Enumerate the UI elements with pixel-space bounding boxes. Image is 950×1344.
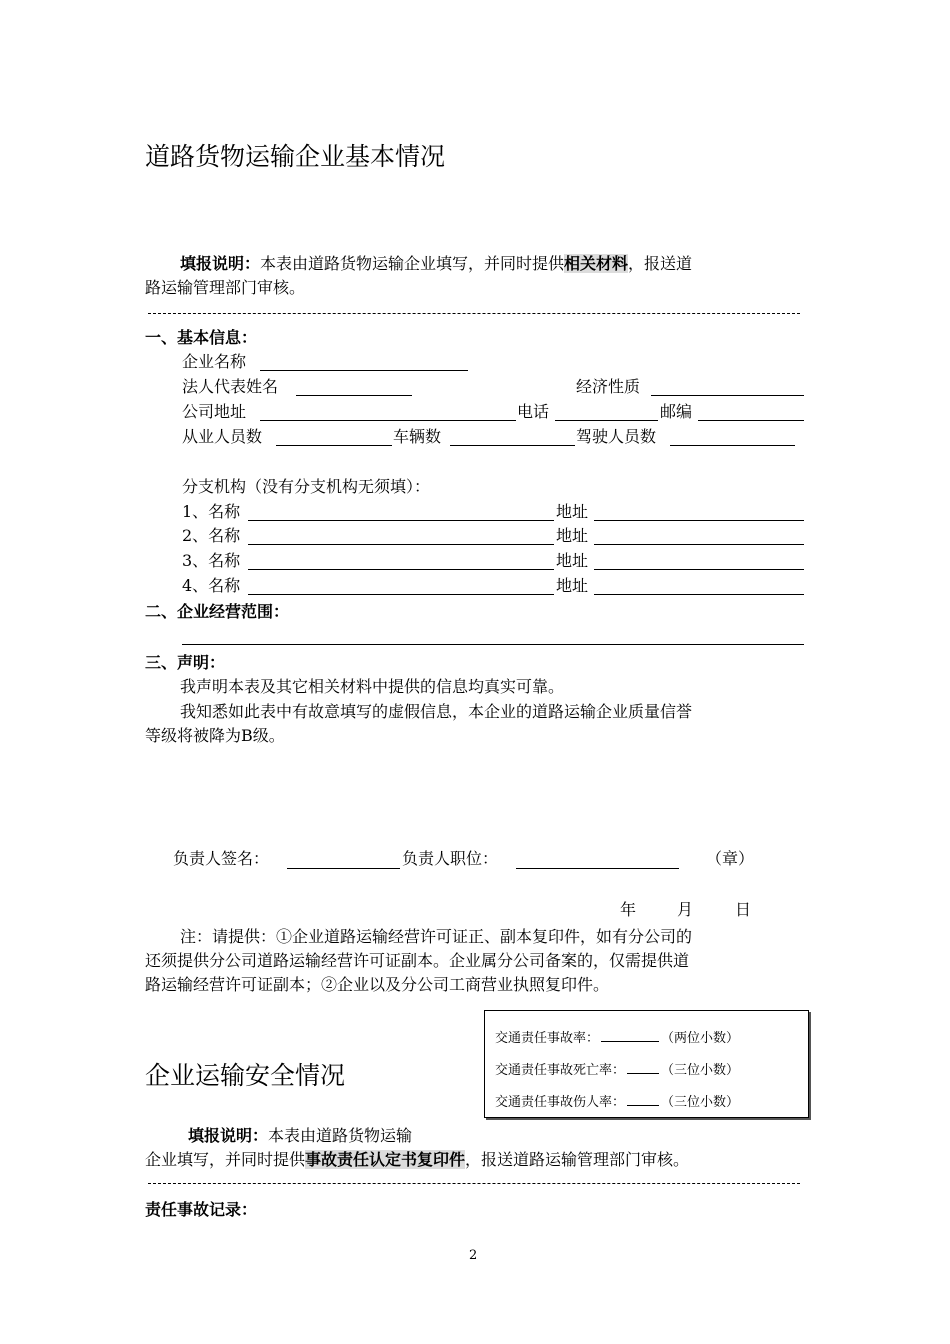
accident-rate-hint: （两位小数） — [661, 1031, 740, 1046]
legal-rep-label: 法人代表姓名 — [182, 377, 279, 396]
instructions-line2: 路运输管理部门审核。 — [145, 278, 306, 297]
instructions-text: 本表由道路货物运输企业填写，并同时提供 — [260, 254, 565, 273]
signer-field[interactable] — [287, 868, 400, 869]
branch-2-addr-field[interactable] — [594, 544, 804, 545]
instructions-text-end: ，报送道 — [628, 254, 693, 273]
signer-label: 负责人签名： — [173, 849, 270, 868]
declaration-line1: 我声明本表及其它相关材料中提供的信息均真实可靠。 — [180, 677, 565, 696]
company-name-label: 企业名称 — [182, 352, 247, 371]
section2-instructions-label: 填报说明： — [188, 1126, 269, 1145]
records-heading: 责任事故记录： — [145, 1200, 258, 1219]
scope-field[interactable] — [182, 644, 804, 645]
address-field[interactable] — [260, 420, 516, 421]
section2-instructions-text2: 企业填写，并同时提供 — [145, 1150, 306, 1169]
branch-1-name-label: 1、名称 — [182, 502, 241, 521]
postcode-field[interactable] — [698, 420, 804, 421]
branch-1-addr-field[interactable] — [594, 520, 804, 521]
branch-4-addr-field[interactable] — [594, 594, 804, 595]
employees-label: 从业人员数 — [182, 427, 263, 446]
date-day: 日 — [735, 900, 752, 919]
branch-3-name-label: 3、名称 — [182, 551, 241, 570]
branch-3-addr-label: 地址 — [556, 551, 589, 570]
branch-4-addr-label: 地址 — [556, 576, 589, 595]
branch-2-addr-label: 地址 — [556, 526, 589, 545]
section2-title: 企业运输安全情况 — [145, 1061, 346, 1090]
branch-3-name-field[interactable] — [248, 569, 554, 570]
fatality-rate-field[interactable] — [627, 1072, 659, 1074]
branch-4-name-label: 4、名称 — [182, 576, 241, 595]
declaration-heading: 三、声明： — [145, 653, 226, 672]
position-label: 负责人职位： — [402, 849, 499, 868]
fatality-rate-hint: （三位小数） — [661, 1063, 740, 1078]
employees-field[interactable] — [276, 445, 392, 446]
instructions-line1 — [180, 252, 692, 276]
branch-4-name-field[interactable] — [248, 594, 554, 595]
accident-rates-box — [484, 1010, 809, 1118]
econ-nature-field[interactable] — [651, 395, 804, 396]
vehicles-field[interactable] — [450, 445, 575, 446]
branch-2-name-field[interactable] — [248, 544, 554, 545]
branch-1-addr-label: 地址 — [556, 502, 589, 521]
legal-rep-field[interactable] — [296, 395, 412, 396]
section2-instructions-text3: ，报送道路运输管理部门审核。 — [465, 1150, 690, 1169]
injury-rate-row — [495, 1091, 739, 1110]
basic-info-heading: 一、基本信息： — [145, 328, 258, 347]
drivers-label: 驾驶人员数 — [576, 427, 657, 446]
company-name-field[interactable] — [260, 370, 468, 371]
branch-1-name-field[interactable] — [248, 520, 554, 521]
section2-instructions-text: 本表由道路货物运输 — [268, 1126, 413, 1145]
vehicles-label: 车辆数 — [393, 427, 442, 446]
phone-field[interactable] — [555, 420, 658, 421]
address-label: 公司地址 — [182, 402, 247, 421]
branch-2-name-label: 2、名称 — [182, 526, 241, 545]
accident-rate-row — [495, 1027, 739, 1046]
accident-rate-label: 交通责任事故率： — [495, 1031, 600, 1046]
drivers-field[interactable] — [670, 445, 795, 446]
branches-heading: 分支机构（没有分支机构无须填）： — [182, 477, 431, 496]
section2-instructions-line2 — [145, 1148, 689, 1172]
position-field[interactable] — [516, 868, 679, 869]
seal-label: （章） — [706, 849, 755, 868]
date-year: 年 — [620, 900, 637, 919]
injury-rate-hint: （三位小数） — [661, 1095, 740, 1110]
declaration-line3: 等级将被降为B级。 — [145, 726, 285, 745]
divider — [148, 313, 800, 314]
accident-rate-field[interactable] — [601, 1040, 659, 1042]
date-month: 月 — [677, 900, 694, 919]
econ-nature-label: 经济性质 — [576, 377, 641, 396]
postcode-label: 邮编 — [660, 402, 693, 421]
scope-heading: 二、企业经营范围： — [145, 602, 290, 621]
page-title: 道路货物运输企业基本情况 — [145, 142, 446, 171]
note-line3: 路运输经营许可证副本；②企业以及分公司工商营业执照复印件。 — [145, 975, 610, 994]
note-line2: 还须提供分公司道路运输经营许可证副本。企业属分公司备案的，仅需提供道 — [145, 951, 690, 970]
phone-label: 电话 — [517, 402, 550, 421]
section2-instructions-line1 — [188, 1124, 412, 1148]
page-number: 2 — [469, 1248, 478, 1263]
fatality-rate-row — [495, 1059, 739, 1078]
declaration-line2: 我知悉如此表中有故意填写的虚假信息，本企业的道路运输企业质量信誉 — [180, 702, 693, 721]
note-line1: 注：请提供：①企业道路运输经营许可证正、副本复印件，如有分公司的 — [180, 927, 693, 946]
section2-divider — [148, 1183, 800, 1184]
instructions-label: 填报说明： — [180, 254, 261, 273]
fatality-rate-label: 交通责任事故死亡率： — [495, 1063, 626, 1078]
branch-3-addr-field[interactable] — [594, 569, 804, 570]
injury-rate-field[interactable] — [627, 1104, 659, 1106]
section2-instructions-highlight: 事故责任认定书复印件 — [305, 1150, 466, 1169]
instructions-highlight: 相关材料 — [564, 254, 629, 273]
injury-rate-label: 交通责任事故伤人率： — [495, 1095, 626, 1110]
